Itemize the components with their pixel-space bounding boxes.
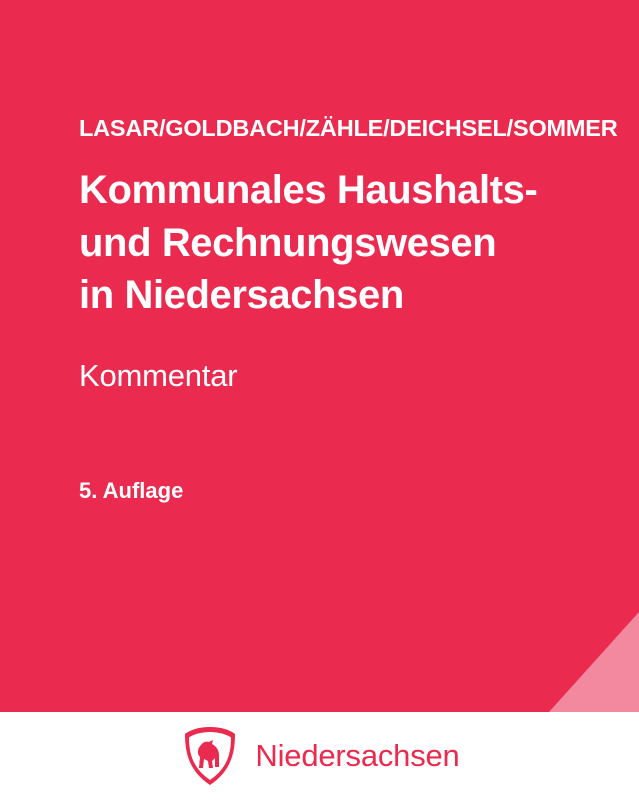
title-line-1: Kommunales Haushalts- [79,167,538,212]
horse-shield-icon [179,725,241,787]
subtitle: Kommentar [79,358,238,394]
page-title [79,164,599,322]
title-line-3: in Niedersachsen [79,273,404,318]
publisher-name: Niedersachsen [255,738,460,773]
title-line-2: und Rechnungswesen [79,220,497,265]
authors-line: LASAR/GOLDBACH/ZÄHLE/DEICHSEL/SOMMER [79,115,618,141]
publisher-logo-area [0,712,639,800]
cover-text-block [79,115,618,504]
edition-label: 5. Auflage [79,478,184,504]
publisher-logo [179,725,459,787]
